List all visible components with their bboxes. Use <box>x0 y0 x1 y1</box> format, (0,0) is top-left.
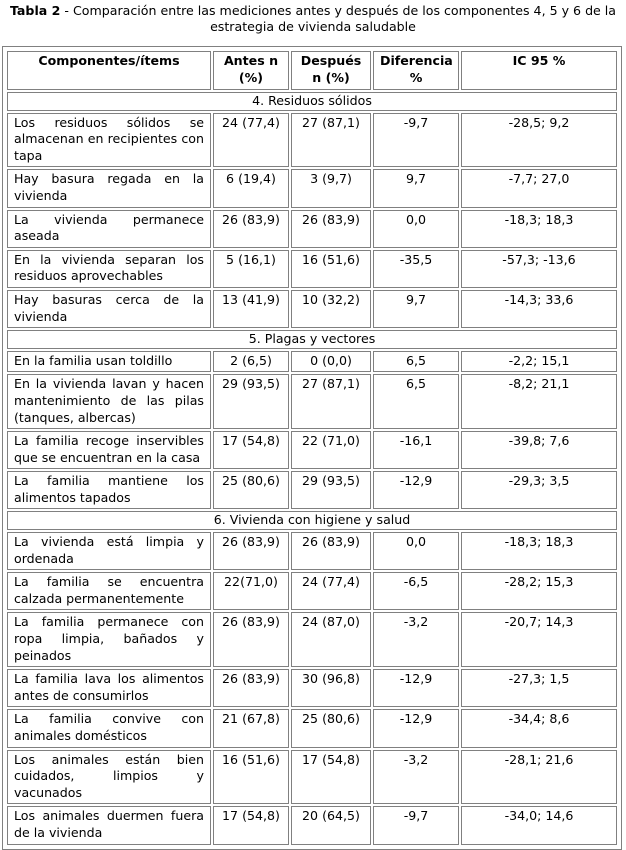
after-value: 10 (32,2) <box>291 290 371 328</box>
table-row <box>7 113 617 168</box>
item-label: Los residuos sólidos se almacenan en recipientes con tapa <box>7 113 211 168</box>
difference-value: 0,0 <box>373 210 459 248</box>
item-label: Hay basuras cerca de la vivienda <box>7 290 211 328</box>
item-label: La familia recoge inservibles que se encuentran en la casa <box>7 431 211 469</box>
section-row <box>7 511 617 530</box>
item-label: La familia convive con animales domésticos <box>7 709 211 747</box>
difference-value: -12,9 <box>373 669 459 707</box>
difference-value: -3,2 <box>373 750 459 805</box>
section-title: 6. Vivienda con higiene y salud <box>7 511 617 530</box>
after-value: 26 (83,9) <box>291 210 371 248</box>
item-label: La familia permanece con ropa limpia, bañados y peinados <box>7 612 211 667</box>
table-caption <box>0 0 626 38</box>
table-body <box>7 92 617 845</box>
before-value: 13 (41,9) <box>213 290 289 328</box>
before-value: 29 (93,5) <box>213 374 289 429</box>
section-title: 4. Residuos sólidos <box>7 92 617 111</box>
item-label: Los animales duermen fuera de la vivienda <box>7 806 211 844</box>
ci-value: -57,3; -13,6 <box>461 250 617 288</box>
difference-value: -9,7 <box>373 113 459 168</box>
table-row <box>7 431 617 469</box>
ci-value: -8,2; 21,1 <box>461 374 617 429</box>
before-value: 24 (77,4) <box>213 113 289 168</box>
before-value: 26 (83,9) <box>213 210 289 248</box>
difference-value: 6,5 <box>373 374 459 429</box>
after-value: 3 (9,7) <box>291 169 371 207</box>
item-label: Hay basura regada en la vivienda <box>7 169 211 207</box>
after-value: 26 (83,9) <box>291 532 371 570</box>
table-row <box>7 471 617 509</box>
item-label: En la vivienda lavan y hacen mantenimiento de las pilas (tanques, albercas) <box>7 374 211 429</box>
table-label: Tabla 2 <box>9 3 61 18</box>
header-after: Después n (%) <box>291 51 371 90</box>
header-ci: IC 95 % <box>461 51 617 90</box>
section-row <box>7 330 617 349</box>
table-frame <box>2 46 622 850</box>
table-row <box>7 709 617 747</box>
difference-value: -6,5 <box>373 572 459 610</box>
after-value: 24 (77,4) <box>291 572 371 610</box>
difference-value: -35,5 <box>373 250 459 288</box>
table-row <box>7 351 617 373</box>
difference-value: -12,9 <box>373 709 459 747</box>
difference-value: 9,7 <box>373 169 459 207</box>
header-row <box>7 51 617 90</box>
before-value: 6 (19,4) <box>213 169 289 207</box>
after-value: 0 (0,0) <box>291 351 371 373</box>
ci-value: -7,7; 27,0 <box>461 169 617 207</box>
table-row <box>7 806 617 844</box>
ci-value: -28,5; 9,2 <box>461 113 617 168</box>
item-label: La vivienda está limpia y ordenada <box>7 532 211 570</box>
before-value: 26 (83,9) <box>213 612 289 667</box>
after-value: 25 (80,6) <box>291 709 371 747</box>
before-value: 26 (83,9) <box>213 669 289 707</box>
difference-value: 9,7 <box>373 290 459 328</box>
item-label: La familia lava los alimentos antes de consumirlos <box>7 669 211 707</box>
table-row <box>7 532 617 570</box>
after-value: 16 (51,6) <box>291 250 371 288</box>
item-label: En la familia usan toldillo <box>7 351 211 373</box>
table-row <box>7 290 617 328</box>
before-value: 26 (83,9) <box>213 532 289 570</box>
difference-value: -16,1 <box>373 431 459 469</box>
item-label: La familia se encuentra calzada permanentemente <box>7 572 211 610</box>
ci-value: -27,3; 1,5 <box>461 669 617 707</box>
after-value: 20 (64,5) <box>291 806 371 844</box>
after-value: 17 (54,8) <box>291 750 371 805</box>
before-value: 16 (51,6) <box>213 750 289 805</box>
item-label: Los animales están bien cuidados, limpios y vacunados <box>7 750 211 805</box>
header-components: Componentes/ítems <box>7 51 211 90</box>
after-value: 22 (71,0) <box>291 431 371 469</box>
item-label: En la vivienda separan los residuos aprovechables <box>7 250 211 288</box>
before-value: 25 (80,6) <box>213 471 289 509</box>
before-value: 21 (67,8) <box>213 709 289 747</box>
ci-value: -39,8; 7,6 <box>461 431 617 469</box>
section-row <box>7 92 617 111</box>
table-row <box>7 572 617 610</box>
ci-value: -34,0; 14,6 <box>461 806 617 844</box>
difference-value: -12,9 <box>373 471 459 509</box>
before-value: 5 (16,1) <box>213 250 289 288</box>
after-value: 27 (87,1) <box>291 113 371 168</box>
comparison-table <box>5 49 619 847</box>
after-value: 24 (87,0) <box>291 612 371 667</box>
header-difference: Diferencia % <box>373 51 459 90</box>
table-row <box>7 374 617 429</box>
before-value: 22(71,0) <box>213 572 289 610</box>
ci-value: -18,3; 18,3 <box>461 532 617 570</box>
difference-value: -3,2 <box>373 612 459 667</box>
table-row <box>7 210 617 248</box>
after-value: 27 (87,1) <box>291 374 371 429</box>
difference-value: -9,7 <box>373 806 459 844</box>
item-label: La familia mantiene los alimentos tapados <box>7 471 211 509</box>
header-before: Antes n (%) <box>213 51 289 90</box>
difference-value: 6,5 <box>373 351 459 373</box>
ci-value: -28,2; 15,3 <box>461 572 617 610</box>
ci-value: -18,3; 18,3 <box>461 210 617 248</box>
table-caption-text: - Comparación entre las mediciones antes y después de los componentes 4, 5 y 6 de la estrategia de vivienda saludable <box>60 3 617 35</box>
section-title: 5. Plagas y vectores <box>7 330 617 349</box>
before-value: 2 (6,5) <box>213 351 289 373</box>
after-value: 30 (96,8) <box>291 669 371 707</box>
ci-value: -2,2; 15,1 <box>461 351 617 373</box>
table-row <box>7 169 617 207</box>
item-label: La vivienda permanece aseada <box>7 210 211 248</box>
table-row <box>7 612 617 667</box>
ci-value: -20,7; 14,3 <box>461 612 617 667</box>
table-row <box>7 250 617 288</box>
ci-value: -14,3; 33,6 <box>461 290 617 328</box>
before-value: 17 (54,8) <box>213 431 289 469</box>
after-value: 29 (93,5) <box>291 471 371 509</box>
difference-value: 0,0 <box>373 532 459 570</box>
table-row <box>7 669 617 707</box>
before-value: 17 (54,8) <box>213 806 289 844</box>
ci-value: -28,1; 21,6 <box>461 750 617 805</box>
ci-value: -29,3; 3,5 <box>461 471 617 509</box>
table-row <box>7 750 617 805</box>
ci-value: -34,4; 8,6 <box>461 709 617 747</box>
